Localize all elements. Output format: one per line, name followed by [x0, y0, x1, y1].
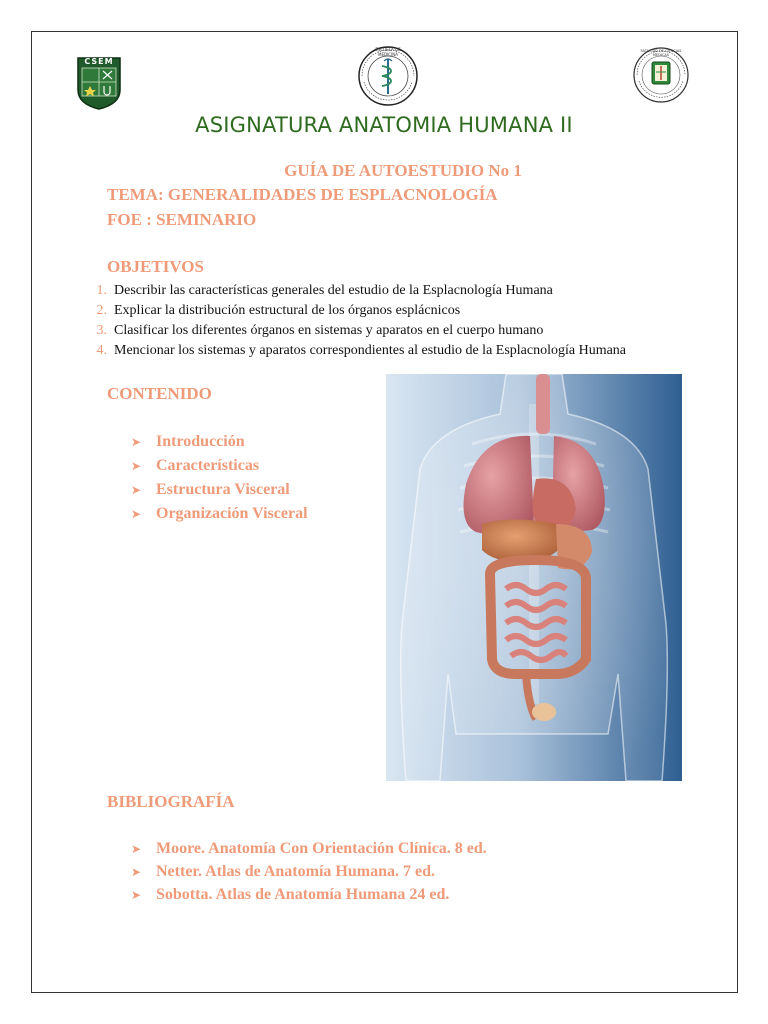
bibliography-item-label: Moore. Anatomía Con Orientación Clínica. 8 ed.: [156, 840, 487, 857]
topic-line: TEMA: GENERALIDADES DE ESPLACNOLOGÍA: [107, 185, 498, 204]
objective-text: Clasificar los diferentes órganos en sistemas y aparatos en el cuerpo humano: [114, 323, 544, 338]
objectives-heading: OBJETIVOS: [107, 257, 204, 276]
medical-school-seal-logo: [356, 44, 420, 108]
objective-number: 3.: [96, 323, 107, 338]
bibliography-item-label: Netter. Atlas de Anatomía Humana. 7 ed.: [156, 863, 435, 880]
bibliography-heading: BIBLIOGRAFÍA: [107, 792, 235, 811]
objective-text: Explicar la distribución estructural de los órganos esplácnicos: [114, 303, 461, 318]
arrow-bullet-icon: ➤: [131, 483, 142, 497]
center-seal-text: ESCUELA DE MEDICINA: [375, 47, 401, 57]
bibliography-item: [131, 840, 487, 863]
content-heading: CONTENIDO: [107, 384, 212, 403]
objective-text: Mencionar los sistemas y aparatos correspondientes al estudio de la Esplacnología Humana: [114, 343, 627, 358]
bibliography-item: [131, 886, 487, 909]
arrow-bullet-icon: ➤: [131, 435, 142, 449]
foe-line: FOE : SEMINARIO: [107, 210, 257, 229]
arrow-bullet-icon: ➤: [131, 459, 142, 473]
content-item-label: Estructura Visceral: [156, 481, 290, 498]
csem-logo-text: CSEM: [84, 57, 114, 66]
bibliography-list: [131, 840, 487, 909]
objective-item: [62, 282, 626, 302]
content-item: [131, 457, 308, 481]
objective-item: [62, 322, 626, 342]
content-item-label: Características: [156, 457, 260, 474]
arrow-bullet-icon: ➤: [131, 888, 142, 902]
arrow-bullet-icon: ➤: [131, 507, 142, 521]
medical-faculty-seal-logo: [632, 46, 690, 104]
objective-item: [62, 342, 626, 362]
objectives-list: [62, 282, 626, 362]
arrow-bullet-icon: ➤: [131, 842, 142, 856]
content-item: [131, 505, 308, 529]
course-title: ASIGNATURA ANATOMIA HUMANA II: [195, 113, 573, 137]
content-item-label: Introducción: [156, 433, 245, 450]
bibliography-item: [131, 863, 487, 886]
right-seal-text: FACULTAD DE CIENCIAS MEDICAS: [640, 49, 682, 57]
bibliography-item-label: Sobotta. Atlas de Anatomía Humana 24 ed.: [156, 886, 450, 903]
arrow-bullet-icon: ➤: [131, 865, 142, 879]
anatomy-illustration: [386, 374, 682, 781]
objective-text: Describir las características generales del estudio de la Esplacnología Humana: [114, 283, 553, 298]
objective-number: 4.: [96, 343, 107, 358]
content-list: [131, 433, 308, 529]
objective-number: 2.: [96, 303, 107, 318]
objective-item: [62, 302, 626, 322]
guide-title: GUÍA DE AUTOESTUDIO No 1: [284, 161, 522, 180]
content-item: [131, 433, 308, 457]
objective-number: 1.: [96, 283, 107, 298]
content-item: [131, 481, 308, 505]
csem-shield-logo: [76, 56, 122, 110]
content-item-label: Organización Visceral: [156, 505, 308, 522]
